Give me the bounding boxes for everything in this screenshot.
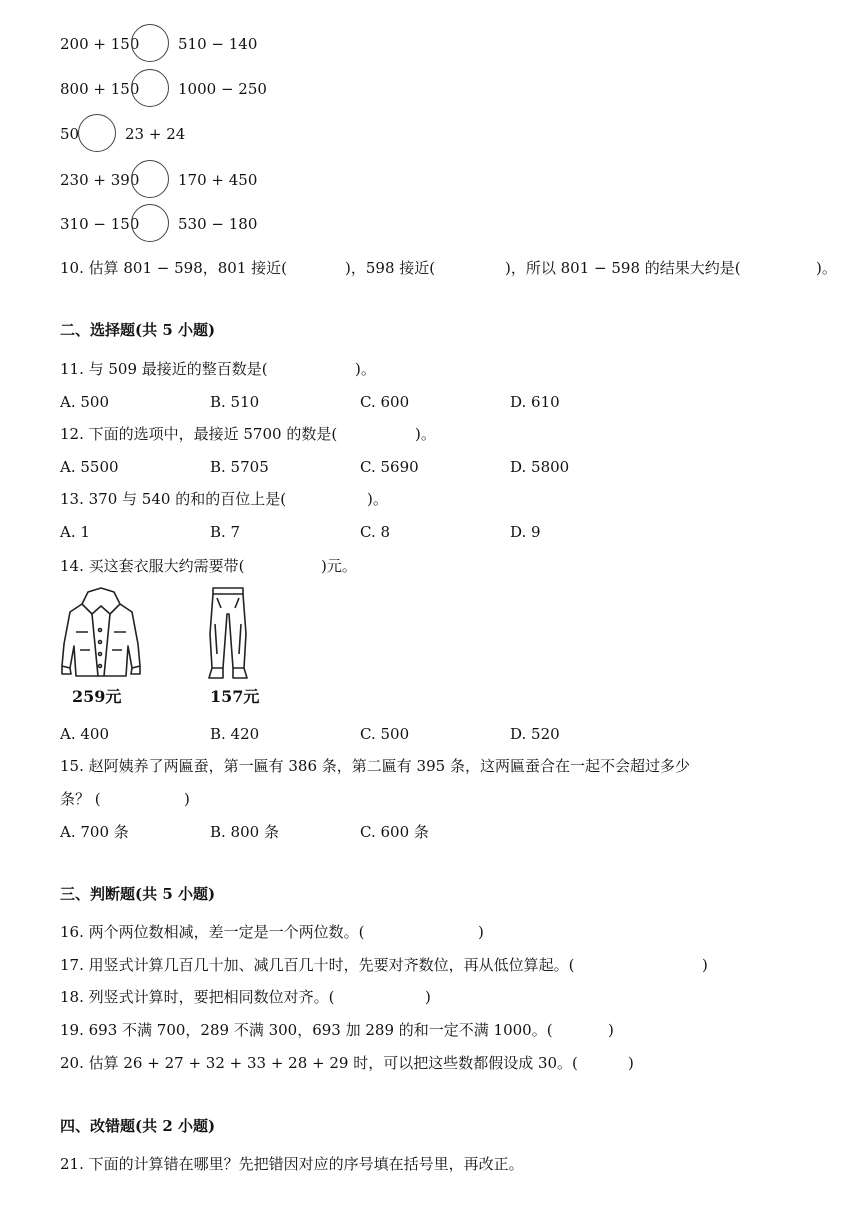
q12-option-c[interactable]: C. 5690: [360, 458, 419, 476]
q14-text: 14. 买这套衣服大约需要带(: [60, 557, 245, 575]
q14-option-b[interactable]: B. 420: [210, 725, 260, 743]
answer-circle-1[interactable]: [131, 24, 169, 62]
compare-left-5: 310 − 150: [60, 215, 140, 233]
q21-text: 21. 下面的计算错在哪里？先把错因对应的序号填在括号里，再改正。: [60, 1155, 524, 1173]
answer-circle-3[interactable]: [78, 114, 116, 152]
q10-part-c: )，所以 801 − 598 的结果大约是(: [505, 259, 741, 277]
q13-end: )。: [367, 490, 388, 508]
q12-end: )。: [415, 425, 436, 443]
q17-text: 17. 用竖式计算几百几十加、减几百几十时，先要对齐数位，再从低位算起。(: [60, 956, 575, 974]
answer-circle-2[interactable]: [131, 69, 169, 107]
q15-option-a[interactable]: A. 700 条: [60, 823, 129, 841]
q17-end: ): [702, 956, 708, 974]
q11-end: )。: [355, 360, 376, 378]
answer-circle-4[interactable]: [131, 160, 169, 198]
compare-right-4: 170 + 450: [178, 171, 258, 189]
pants-price: 157元: [210, 687, 260, 706]
q11-option-a[interactable]: A. 500: [60, 393, 109, 411]
q13-text: 13. 370 与 540 的和的百位上是(: [60, 490, 287, 508]
q14-option-d[interactable]: D. 520: [510, 725, 560, 743]
q15-option-c[interactable]: C. 600 条: [360, 823, 429, 841]
q13-option-a[interactable]: A. 1: [60, 523, 90, 541]
q10-part-a: 10. 估算 801 − 598，801 接近(: [60, 259, 288, 277]
q11-option-c[interactable]: C. 600: [360, 393, 410, 411]
jacket-icon: [58, 584, 144, 684]
q20-end: ): [628, 1054, 634, 1072]
q12-option-a[interactable]: A. 5500: [60, 458, 119, 476]
q15-line2a: 条？ (: [60, 790, 101, 808]
q19-end: ): [608, 1021, 614, 1039]
q15-line1: 15. 赵阿姨养了两匾蚕，第一匾有 386 条，第二匾有 395 条，这两匾蚕合在一起不会超过多少: [60, 757, 690, 775]
compare-right-2: 1000 − 250: [178, 80, 267, 98]
compare-right-5: 530 − 180: [178, 215, 258, 233]
section-2-title: 二、选择题(共 5 小题): [60, 321, 216, 339]
q11-text: 11. 与 509 最接近的整百数是(: [60, 360, 268, 378]
answer-circle-5[interactable]: [131, 204, 169, 242]
q11-option-d[interactable]: D. 610: [510, 393, 560, 411]
compare-right-3: 23 + 24: [125, 125, 186, 143]
compare-right-1: 510 − 140: [178, 35, 258, 53]
q11-option-b[interactable]: B. 510: [210, 393, 260, 411]
q10-part-d: )。: [816, 259, 837, 277]
q18-text: 18. 列竖式计算时，要把相同数位对齐。(: [60, 988, 335, 1006]
q15-line2b: ): [184, 790, 190, 808]
q10-part-b: )，598 接近(: [345, 259, 436, 277]
q12-option-d[interactable]: D. 5800: [510, 458, 570, 476]
compare-left-1: 200 + 150: [60, 35, 140, 53]
q13-option-c[interactable]: C. 8: [360, 523, 391, 541]
q20-text: 20. 估算 26 + 27 + 32 + 33 + 28 + 29 时，可以把这些数都假设成 30。(: [60, 1054, 578, 1072]
q14-end: )元。: [321, 557, 357, 575]
q14-option-a[interactable]: A. 400: [60, 725, 109, 743]
q16-text: 16. 两个两位数相减，差一定是一个两位数。(: [60, 923, 365, 941]
q14-option-c[interactable]: C. 500: [360, 725, 410, 743]
q18-end: ): [425, 988, 431, 1006]
q16-end: ): [478, 923, 484, 941]
q19-text: 19. 693 不满 700，289 不满 300，693 加 289 的和一定不满 1000。(: [60, 1021, 553, 1039]
section-4-title: 四、改错题(共 2 小题): [60, 1117, 216, 1135]
compare-left-2: 800 + 150: [60, 80, 140, 98]
section-3-title: 三、判断题(共 5 小题): [60, 885, 216, 903]
q12-text: 12. 下面的选项中，最接近 5700 的数是(: [60, 425, 338, 443]
q13-option-d[interactable]: D. 9: [510, 523, 541, 541]
q15-option-b[interactable]: B. 800 条: [210, 823, 279, 841]
pants-icon: [205, 584, 251, 684]
q13-option-b[interactable]: B. 7: [210, 523, 241, 541]
q12-option-b[interactable]: B. 5705: [210, 458, 269, 476]
compare-left-3: 50: [60, 125, 80, 143]
jacket-price: 259元: [72, 687, 122, 706]
compare-left-4: 230 + 390: [60, 171, 140, 189]
